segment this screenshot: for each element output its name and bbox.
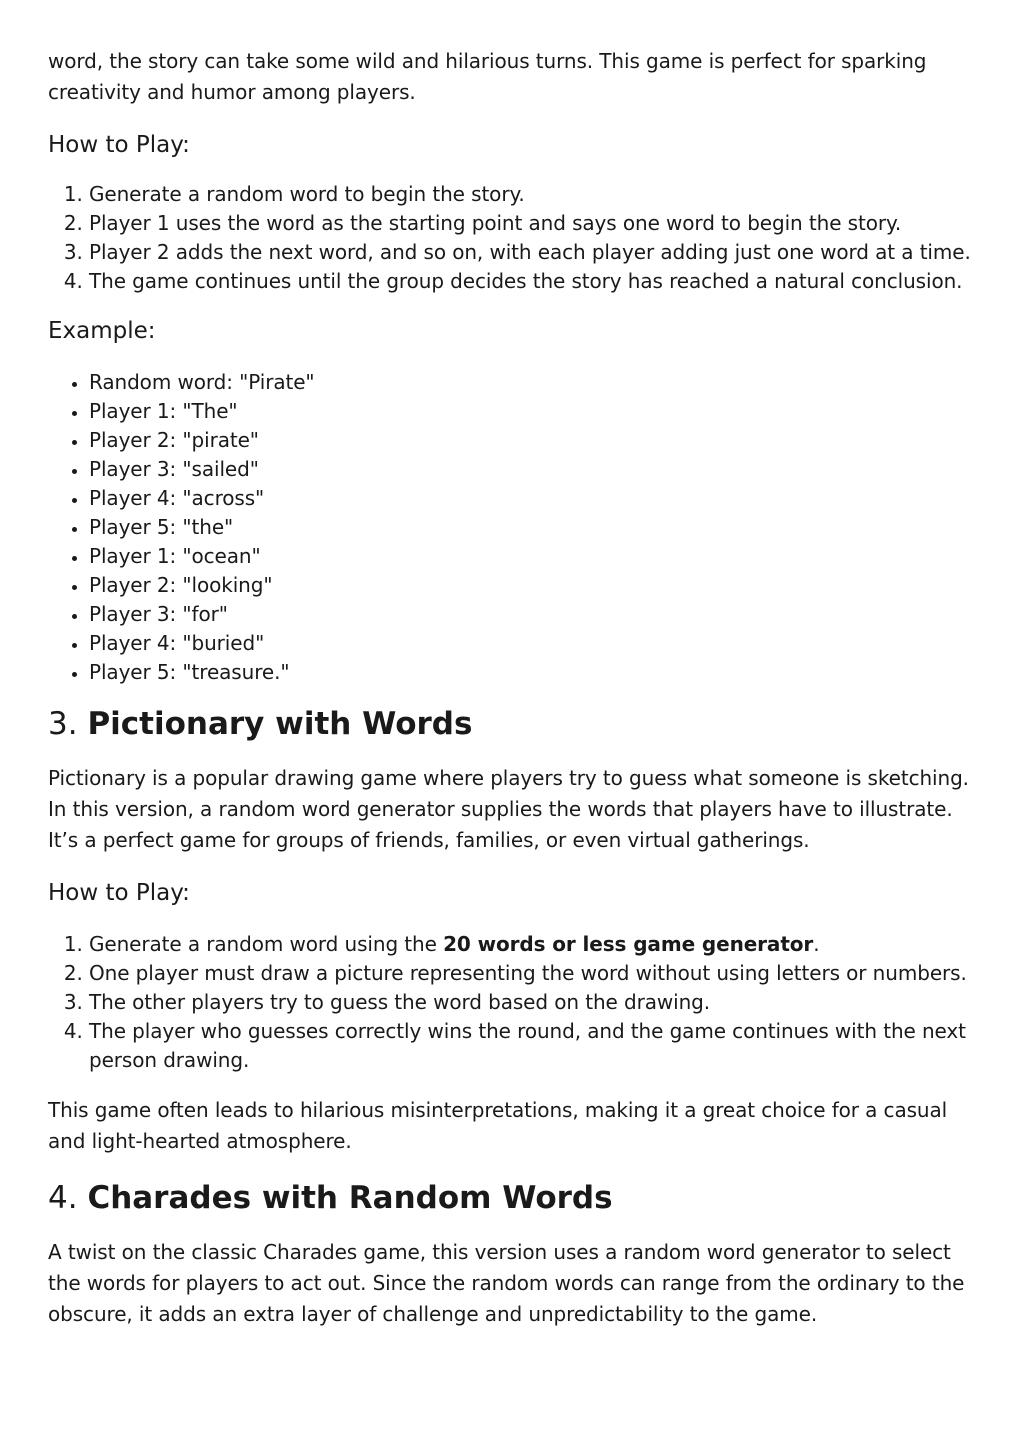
list-item: • Random word: "Pirate" [89,368,976,397]
section-title: Charades with Random Words [87,1180,613,1216]
example-list [48,368,976,687]
pictionary-closing-paragraph: This game often leads to hilarious misinterpretations, making it a great choice for a casual and light-hearted atmosphere. [48,1098,948,1153]
list-item: 1. Generate a random word to begin the story. [89,180,976,209]
list-item: • Player 1: "The" [89,397,976,426]
list-item: • Player 5: "treasure." [89,658,976,687]
list-item: • Player 3: "for" [89,600,976,629]
example-heading: Example: [48,318,156,344]
pictionary-paragraph: Pictionary is a popular drawing game where players try to guess what someone is sketching. In this version, a random word generator supplies the words that players have to illustrate. It’s a perfect game for groups of friends, families, or even virtual gatherings. [48,766,969,852]
intro-paragraph: word, the story can take some wild and hilarious turns. This game is perfect for sparking creativity and humor among players. [48,49,927,104]
charades-paragraph: A twist on the classic Charades game, this version uses a random word generator to select the words for players to act out. Since the random words can range from the ordinary to the obscure, it adds an extra layer of challenge and unpredictability to the game. [48,1240,965,1326]
section-title: Pictionary with Words [87,706,473,742]
list-item: • Player 1: "ocean" [89,542,976,571]
how-to-play-heading: How to Play: [48,132,190,158]
section-heading-pictionary [48,705,976,743]
pictionary-steps-list [48,930,976,1075]
list-item: • Player 2: "pirate" [89,426,976,455]
section-number: 4. [48,1180,78,1216]
list-item: 2. One player must draw a picture representing the word without using letters or numbers. [89,959,976,988]
section-heading-charades [48,1179,976,1217]
section-number: 3. [48,706,78,742]
list-item: 4. The game continues until the group decides the story has reached a natural conclusion. [89,267,976,296]
list-item: 4. The player who guesses correctly wins the round, and the game continues with the next person drawing. [89,1017,976,1075]
generator-link[interactable]: 20 words or less game generator [443,932,814,956]
list-item: 3. The other players try to guess the word based on the drawing. [89,988,976,1017]
list-item: 3. Player 2 adds the next word, and so on, with each player adding just one word at a time. [89,238,976,267]
list-item: • Player 2: "looking" [89,571,976,600]
list-item: • Player 4: "across" [89,484,976,513]
how-to-play-heading: How to Play: [48,880,190,906]
story-steps-list [48,180,976,296]
step-text: Generate a random word using the [89,932,444,956]
list-item [89,930,976,959]
step-text: . [813,932,820,956]
list-item: • Player 3: "sailed" [89,455,976,484]
list-item: • Player 5: "the" [89,513,976,542]
list-item: 2. Player 1 uses the word as the starting point and says one word to begin the story. [89,209,976,238]
list-item: • Player 4: "buried" [89,629,976,658]
